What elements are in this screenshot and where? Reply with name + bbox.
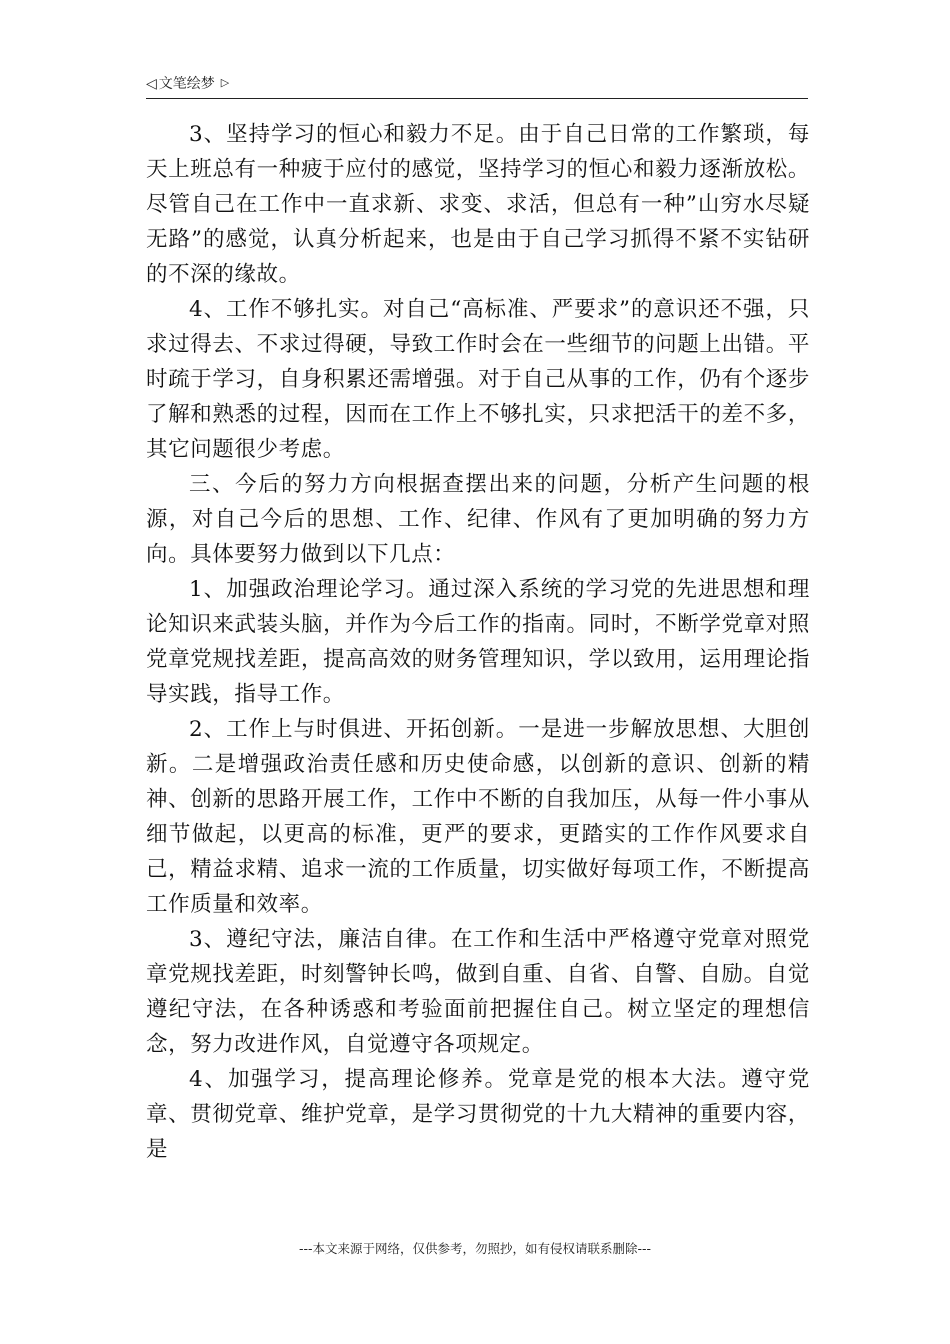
paragraph: 3、遵纪守法，廉洁自律。在工作和生活中严格遵守党章对照党章党规找差距，时刻警钟长鸣，做到自重、自省、自警、自励。自觉遵纪守法，在各种诱惑和考验面前把握住自己。树立坚定的理想信念，努力改进作风，自觉遵守各项规定。 bbox=[146, 927, 810, 1057]
header-brand-text: 文笔绘梦 bbox=[158, 76, 215, 92]
paragraph: 3、坚持学习的恒心和毅力不足。由于自己日常的工作繁琐，每天上班总有一种疲于应付的感觉，坚持学习的恒心和毅力逐渐放松。尽管自己在工作中一直求新、求变、求活，但总有一种”山穷水尽疑无路”的感觉，认真分析起来，也是由于自己学习抓得不紧不实钻研的不深的缘故。 bbox=[146, 122, 810, 287]
paragraph: 三、今后的努力方向根据查摆出来的问题，分析产生问题的根源，对自己今后的思想、工作、纪律、作风有了更加明确的努力方向。具体要努力做到以下几点： bbox=[146, 472, 810, 567]
header-brand bbox=[146, 74, 229, 94]
triangle-right-outline-icon: ▷ bbox=[220, 76, 230, 89]
paragraph: 2、工作上与时俱进、开拓创新。一是进一步解放思想、大胆创新。二是增强政治责任感和历史使命感，以创新的意识、创新的精神、创新的思路开展工作，工作中不断的自我加压，从每一件小事从细节做起，以更高的标准，更严的要求，更踏实的工作作风要求自己，精益求精、追求一流的工作质量，切实做好每项工作，不断提高工作质量和效率。 bbox=[146, 717, 810, 917]
paragraph: 4、加强学习，提高理论修养。党章是党的根本大法。遵守党章、贯彻党章、维护党章，是学习贯彻党的十九大精神的重要内容，是 bbox=[146, 1067, 810, 1162]
triangle-left-outline-icon: ◁ bbox=[146, 76, 157, 92]
page-header bbox=[146, 74, 808, 99]
page-footer: ---本文来源于网络，仅供参考，勿照抄，如有侵权请联系删除--- bbox=[298, 1241, 652, 1256]
paragraph: 1、加强政治理论学习。通过深入系统的学习党的先进思想和理论知识来武装头脑，并作为今后工作的指南。同时，不断学党章对照党章党规找差距，提高高效的财务管理知识，学以致用，运用理论指导实践，指导工作。 bbox=[146, 577, 810, 707]
paragraph: 4、工作不够扎实。对自己“高标准、严要求”的意识还不强，只求过得去、不求过得硬，导致工作时会在一些细节的问题上出错。平时疏于学习，自身积累还需增强。对于自己从事的工作，仍有个逐步了解和熟悉的过程，因而在工作上不够扎实，只求把活干的差不多，其它问题很少考虑。 bbox=[146, 297, 810, 462]
document-body bbox=[146, 117, 810, 1167]
